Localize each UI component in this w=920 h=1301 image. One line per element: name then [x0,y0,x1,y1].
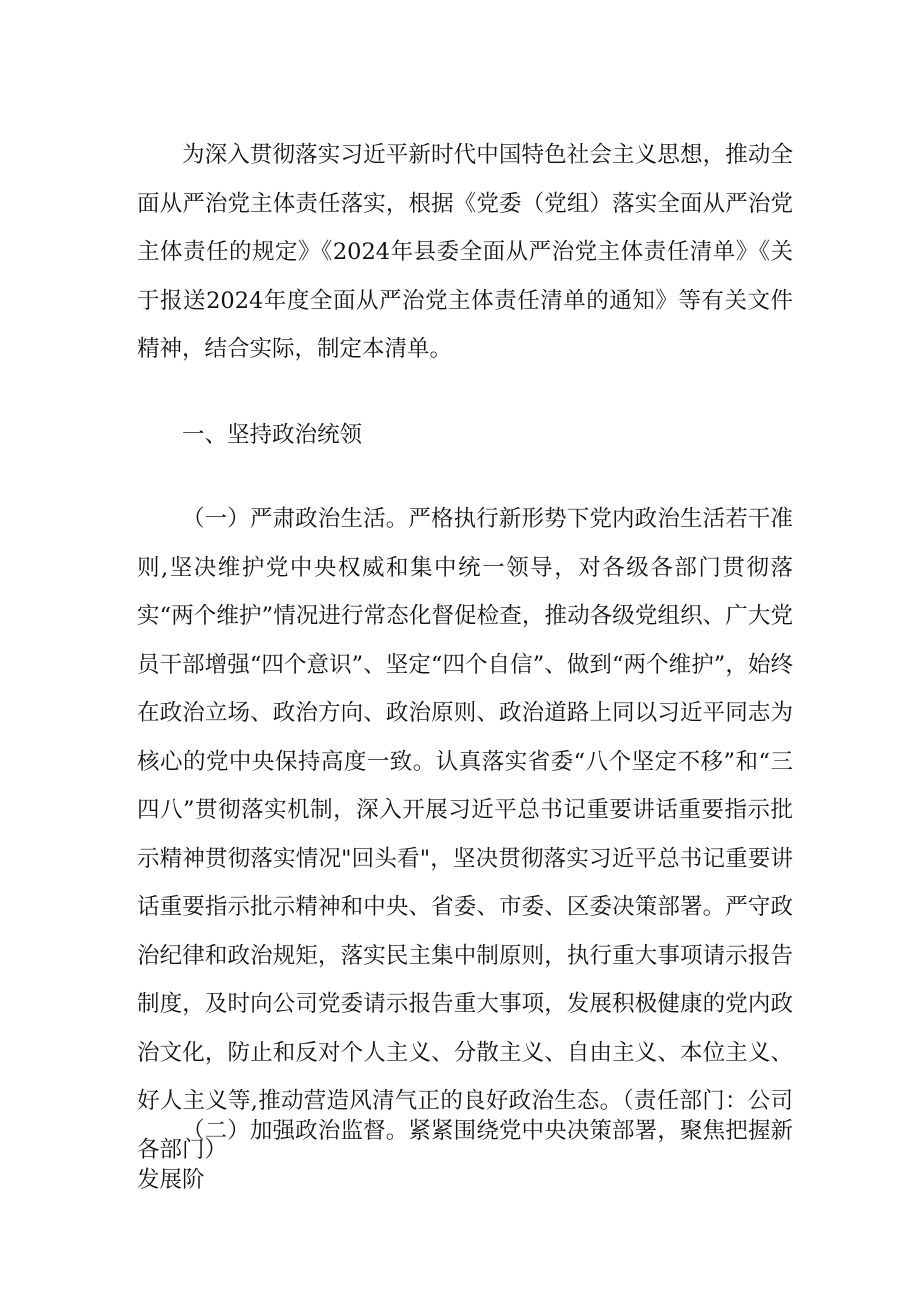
subsection-paragraph: （二）加强政治监督。紧紧围绕党中央决策部署，聚焦把握新发展阶 [137,1118,793,1193]
intro-paragraph: 为深入贯彻落实习近平新时代中国特色社会主义思想，推动全面从严治党主体责任落实，根据《党委（党组）落实全面从严治党主体责任的规定》《2024年县委全面从严治党主体责任清单》《关于报送2024年度全面从严治党主体责任清单的通知》等有关文件精神，结合实际，制定本清单。 [137,142,793,362]
subsection-paragraph: （一）严肃政治生活。严格执行新形势下党内政治生活若干准则,坚决维护党中央权威和集中统一领导，对各级各部门贯彻落实“两个维护”情况进行常态化督促检查，推动各级党组织、广大党员干部增强“四个意识”、坚定“四个自信”、做到“两个维护”，始终在政治立场、政治方向、政治原则、政治道路上同以习近平同志为核心的党中央保持高度一致。认真落实省委“八个坚定不移”和“三四八”贯彻落实机制，深入开展习近平总书记重要讲话重要指示批示精神贯彻落实情况"回头看"，坚决贯彻落实习近平总书记重要讲话重要指示批示精神和中央、省委、市委、区委决策部署。严守政治纪律和政治规矩，落实民主集中制原则，执行重大事项请示报告制度，及时向公司党委请示报告重大事项，发展积极健康的党内政治文化，防止和反对个人主义、分散主义、自由主义、本位主义、好人主义等,推动营造风清气正的良好政治生态。（责任部门：公司各部门） [137,506,793,1163]
section-heading: 一、坚持政治统领 [182,422,363,448]
